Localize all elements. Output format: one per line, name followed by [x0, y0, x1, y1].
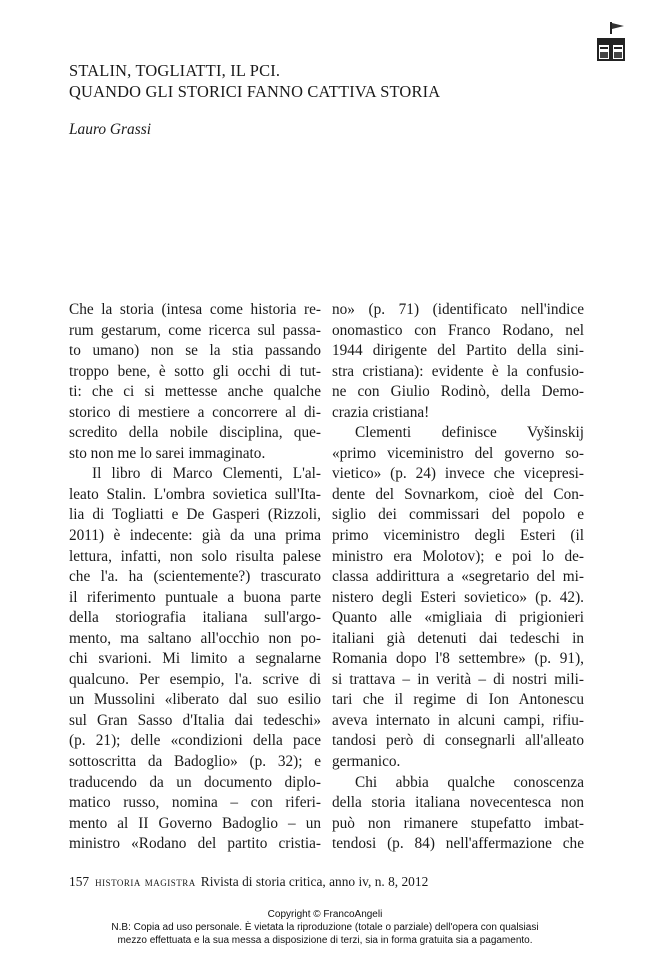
text-line: aveva internato in alcuni campi, rifiu-	[332, 711, 584, 729]
text-line: un Mussolini «liberato dal suo esilio	[69, 691, 321, 709]
text-line: crazia cristiana!	[332, 403, 430, 421]
text-line: traducendo da un documento diplo-	[69, 773, 321, 791]
journal-name: historia magistra	[95, 874, 196, 889]
author-name: Lauro Grassi	[69, 121, 151, 138]
text-line: che l'a. ha (scientemente?) trascurato	[69, 568, 321, 586]
text-line: tandosi però di consegnarli all'alleato	[332, 732, 584, 750]
text-line: qualcuno. Per esempio, l'a. scrive di	[69, 670, 321, 688]
text-line: può non rimanere stupefatto imbat-	[332, 814, 584, 832]
text-line: della storia italiana novecentesca non	[332, 794, 584, 812]
text-line: siglio dei commissari del popolo e	[332, 506, 584, 524]
text-line: classa addirittura a «segretario del mi-	[332, 568, 584, 586]
text-line: si trattava – in verità – di nostri mili-	[332, 670, 584, 688]
text-line: storico di mestiere a concorrere al di-	[69, 403, 321, 421]
text-line: «primo viceministro del governo so-	[332, 444, 584, 462]
body-column-right	[332, 300, 584, 855]
text-line: Quanto alle «migliaia di prigionieri	[332, 609, 584, 627]
text-line: vietico» (p. 24) invece che vicepresi-	[332, 465, 584, 483]
text-line: 2011) è indecente: già da una prima	[69, 527, 321, 545]
text-line: mento, ma saltano all'occhio non po-	[69, 629, 321, 647]
text-line: nistero degli Esteri sovietico» (p. 42).	[332, 588, 584, 606]
text-line: ministro era Molotov); e poi lo de-	[332, 547, 584, 565]
text-line: sottoscritta da Badoglio» (p. 32); e	[69, 753, 321, 771]
text-line: della storiografia italiana sull'argo-	[69, 609, 321, 627]
text-line: lia di Togliatti e De Gasperi (Rizzoli,	[69, 506, 321, 524]
text-line: mento al II Governo Badoglio – un	[69, 814, 321, 832]
text-line: Che la storia (intesa come historia re-	[69, 301, 321, 318]
copyright-line-2: N.B: Copia ad uso personale. È vietata la riproduzione (totale o parziale) dell'opera con qualsiasi	[111, 922, 539, 933]
text-line: Chi abbia qualche conoscenza	[355, 773, 584, 791]
journal-subtitle: Rivista di storia critica, anno iv, n. 8, 2012	[200, 874, 429, 889]
copyright-notice	[0, 908, 650, 947]
text-line: Il libro di Marco Clementi, L'al-	[92, 465, 321, 483]
text-line: Romania dopo l'8 settembre» (p. 91),	[332, 650, 584, 668]
text-line: chi svarioni. Mi limito a segnalarne	[69, 650, 321, 668]
text-line: rum gestarum, come ricerca sul passa-	[69, 321, 321, 339]
title-line-1: STALIN, TOGLIATTI, IL PCI.	[69, 61, 281, 80]
text-line: ministro «Rodano del partito cristia-	[69, 835, 321, 853]
text-line: (p. 21); delle «condizioni della pace	[69, 732, 321, 750]
page-footer	[69, 874, 428, 890]
title-line-2: QUANDO GLI STORICI FANNO CATTIVA STORIA	[69, 82, 441, 101]
text-line: to umano) non se la stia passando	[69, 342, 321, 360]
copyright-line-3: mezzo effettuata e la sua messa a disposizione di terzi, sia in forma gratuita sia a pagamento.	[117, 935, 533, 946]
page-number: 157	[69, 874, 90, 889]
text-line: dente del Sovnarkom, cioè del Con-	[332, 485, 584, 503]
text-line: sul Gran Sasso d'Italia dai tedeschi»	[69, 711, 321, 729]
article-title	[69, 60, 440, 102]
text-line: tari che il regime di Ion Antonescu	[332, 691, 584, 709]
copyright-line-1: Copyright © FrancoAngeli	[267, 909, 383, 920]
text-line: germanico.	[332, 753, 401, 771]
text-line: il riferimento puntuale a buona parte	[69, 588, 321, 606]
text-line: lettura, infatti, non solo risulta palese	[69, 547, 321, 565]
archive-boxes-icon	[594, 20, 628, 64]
text-line: onomastico con Franco Rodano, nel	[332, 321, 584, 339]
text-line: sto non me lo sarei immaginato.	[69, 444, 266, 462]
text-line: no» (p. 71) (identificato nell'indice	[332, 301, 584, 318]
body-column-left	[69, 300, 321, 855]
text-line: ne con Giulio Rodinò, della Demo-	[332, 383, 584, 401]
text-line: 1944 dirigente del Partito della sini-	[332, 342, 584, 360]
text-line: primo viceministro degli Esteri (il	[332, 527, 584, 545]
text-line: leato Stalin. L'ombra sovietica sull'Ita-	[69, 485, 321, 503]
text-line: Clementi definisce Vyšinskij	[355, 424, 584, 442]
text-line: stra cristiana): evidente è la confusio-	[332, 362, 584, 380]
text-line: scredito della nobile disciplina, que-	[69, 424, 321, 442]
text-line: troppo bene, è sotto gli occhi di tut-	[69, 362, 321, 380]
text-line: matico russo, nomina – con riferi-	[69, 794, 321, 812]
text-line: ti: che ci si mettesse anche qualche	[69, 383, 321, 401]
text-line: tendosi (p. 84) nell'affermazione che	[332, 835, 584, 853]
text-line: italiani già detenuti dai tedeschi in	[332, 629, 584, 647]
